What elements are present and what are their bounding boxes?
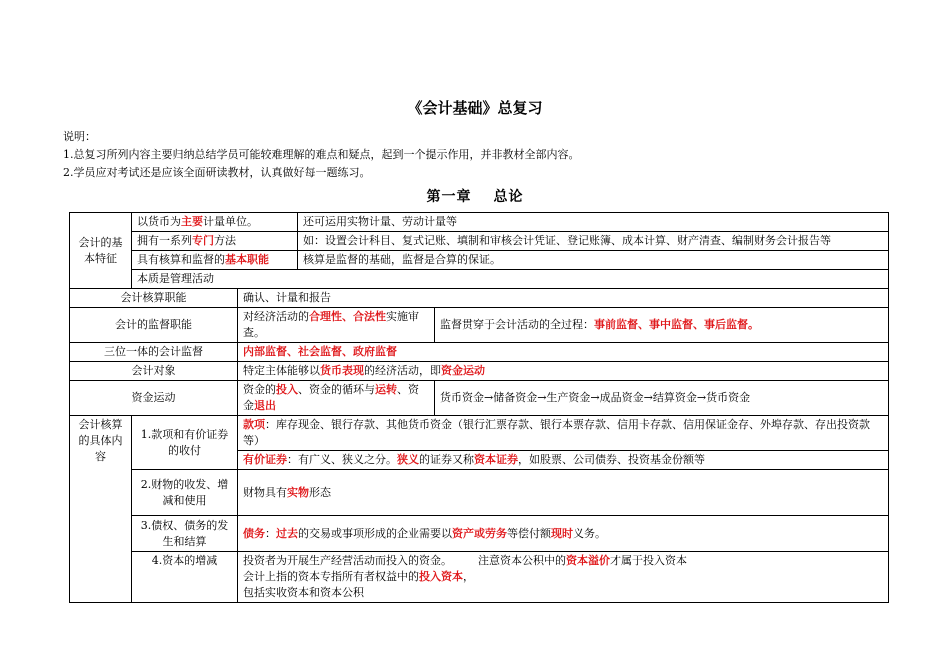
highlight: 投入 (276, 383, 298, 396)
text: 注意资本公积中的 (478, 554, 566, 567)
table-row (70, 381, 889, 416)
highlight: 专门 (192, 234, 214, 247)
highlight: 款项 (243, 418, 265, 431)
text: 财物具有 (243, 485, 287, 499)
object-value (238, 362, 889, 381)
text: ：库存现金、银行存款、其他货币资金（银行汇票存款、银行本票存款、信用卡存款、信用保证金存、外埠存款、存出投资款等） (243, 418, 870, 447)
page-title: 《会计基础》总复习 (407, 99, 543, 117)
highlight: 债务 (243, 526, 265, 540)
highlight: 事前监督、事中监督、事后监督。 (594, 318, 759, 331)
item4-cell (238, 552, 889, 603)
item2-value (238, 470, 889, 516)
item1-cash (238, 416, 889, 451)
features-cell (132, 251, 298, 270)
text: 拥有一系列 (137, 234, 192, 247)
highlight: 合法性 (353, 310, 386, 323)
text: 会计上指的资本专指所有者权益中的 (243, 570, 419, 583)
features-label: 会计的基本特征 (70, 213, 132, 289)
text: 的交易或事项形成的企业需要以 (298, 526, 452, 540)
highlight: 实物 (287, 485, 309, 499)
features-cell: 如：设置会计科目、复式记账、填制和审核会计凭证、登记账簿、成本计算、财产清查、编制财务会计报告等 (298, 232, 889, 251)
text: ： (265, 526, 276, 540)
highlight: 过去 (276, 526, 298, 540)
text: ，包括实收资本和资本公积 (243, 570, 474, 599)
text: 方法 (214, 234, 236, 247)
text: 的证券又称 (419, 453, 474, 466)
table-row (70, 289, 889, 308)
item2-label: 2.财物的收发、增减和使用 (132, 470, 238, 516)
text: 计量单位。 (203, 215, 258, 228)
object-label: 会计对象 (70, 362, 238, 381)
highlight: 、 (342, 310, 353, 323)
text: 等偿付额 (507, 526, 551, 540)
highlight: 资金运动 (441, 364, 485, 377)
text: 监督贯穿于会计活动的全过程： (440, 318, 594, 331)
notes-line-1: 1.总复习所列内容主要归纳总结学员可能较难理解的难点和疑点，起到一个提示作用，并非教材全部内容。 (63, 148, 580, 161)
text: ，如股票、公司债券、投资基金份额等 (518, 453, 705, 466)
accounting-function-label: 会计核算职能 (70, 289, 238, 308)
highlight: 退出 (254, 399, 276, 412)
highlight: 资本证券 (474, 453, 518, 466)
text: 义务。 (573, 526, 606, 540)
table-row (70, 516, 889, 552)
item4-left (238, 552, 478, 602)
table-row (70, 416, 889, 451)
chapter-heading (0, 186, 950, 206)
table-row (70, 270, 889, 289)
item4-inner (238, 552, 888, 602)
trinity-label: 三位一体的会计监督 (70, 343, 238, 362)
highlight: 投入资本 (419, 570, 463, 583)
item1-label: 1.款项和有价证券的收付 (132, 416, 238, 470)
text: 资金的 (243, 383, 276, 396)
text: 对经济活动的 (243, 310, 309, 323)
item1-securities (238, 451, 889, 470)
text: 才属于投入资本 (610, 554, 687, 567)
highlight: 运转 (375, 383, 397, 396)
features-cell (132, 232, 298, 251)
features-cell: 核算是监督的基础，监督是合算的保证。 (298, 251, 889, 270)
highlight: 资产或劳务 (452, 526, 507, 540)
highlight: 现时 (551, 526, 573, 540)
item4-right (478, 552, 888, 602)
text: 投资者为开展生产经营活动而投入的资金。 (243, 554, 452, 567)
highlight: 主要 (181, 215, 203, 228)
table-row (70, 232, 889, 251)
highlight: 基本职能 (225, 253, 269, 266)
table-row (70, 251, 889, 270)
item3-value (238, 516, 889, 552)
text: 的经济活动，即 (364, 364, 441, 377)
item4-left-line2 (243, 569, 474, 601)
text: 、资金 (243, 383, 419, 412)
item4-label: 4.资本的增减 (132, 552, 238, 603)
table-row (70, 308, 889, 343)
text: ：有广义、狭义之分。 (287, 453, 397, 466)
chapter-name: 总论 (493, 189, 524, 205)
highlight: 有价证券 (243, 453, 287, 466)
trinity-value: 内部监督、社会监督、政府监督 (238, 343, 889, 362)
specific-content-label: 会计核算的具体内容 (70, 416, 132, 603)
supervision-right (435, 308, 889, 343)
highlight: 狭义 (397, 453, 419, 466)
fund-movement-label: 资金运动 (70, 381, 238, 416)
fund-movement-left (238, 381, 435, 416)
text: 、资金的循环与 (298, 383, 375, 396)
table-row (70, 343, 889, 362)
features-cell (132, 213, 298, 232)
table-row (70, 362, 889, 381)
accounting-function-value: 确认、计量和报告 (238, 289, 889, 308)
fund-movement-right: 货币资金→储备资金→生产资金→成品资金→结算资金→货币资金 (435, 381, 889, 416)
features-cell: 本质是管理活动 (132, 270, 889, 289)
table-row (70, 213, 889, 232)
table-row (70, 470, 889, 516)
notes-heading: 说明： (63, 130, 96, 143)
highlight: 货币表现 (320, 364, 364, 377)
chapter-number: 第一章 (426, 189, 472, 205)
table-row (70, 552, 889, 603)
text: 以货币为 (137, 215, 181, 228)
summary-table (69, 212, 889, 603)
text: 特定主体能够以 (243, 364, 320, 377)
notes (63, 128, 580, 182)
text: 具有核算和监督的 (137, 253, 225, 266)
notes-line-2: 2.学员应对考试还是应该全面研读教材，认真做好每一题练习。 (63, 166, 371, 179)
text: 形态 (309, 485, 331, 499)
item3-label: 3.债权、债务的发生和结算 (132, 516, 238, 552)
text: 实施审查。 (243, 310, 419, 339)
highlight: 资本溢价 (566, 554, 610, 567)
supervision-label: 会计的监督职能 (70, 308, 238, 343)
supervision-left (238, 308, 435, 343)
highlight: 合理性 (309, 310, 342, 323)
features-cell: 还可运用实物计量、劳动计量等 (298, 213, 889, 232)
